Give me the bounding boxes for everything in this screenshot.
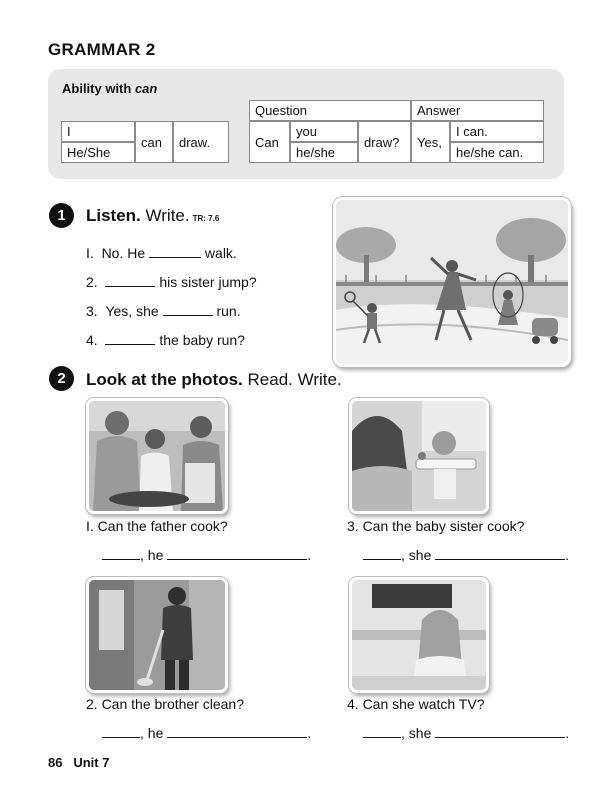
answer-header: Answer xyxy=(411,100,544,121)
answer-cell-1: I can. xyxy=(450,121,544,142)
can-cell: Can xyxy=(249,121,290,163)
question-2: 2. Can the brother clean? xyxy=(86,696,244,712)
grammar-box-title: Ability with can xyxy=(62,81,158,96)
q-subject-cell-1: you xyxy=(290,121,358,142)
photo-girl-watching-tv xyxy=(349,577,489,693)
grammar-box-title-word: can xyxy=(134,81,158,96)
question-answer-table xyxy=(249,100,544,163)
answer-line-3: , she . xyxy=(363,547,569,563)
q-action-cell: draw? xyxy=(358,121,411,163)
subject-cell-1: I xyxy=(61,121,135,142)
photo-brother-cleaning xyxy=(86,577,228,693)
statement-table xyxy=(61,121,229,163)
answer-blank[interactable] xyxy=(363,558,401,560)
yes-cell: Yes, xyxy=(411,121,450,163)
answer-blank[interactable] xyxy=(105,285,155,287)
page-number: 86 xyxy=(48,755,63,770)
section-1-title: Listen. Write. TR: 7.6 xyxy=(86,206,220,225)
verb-cell: can xyxy=(135,121,173,163)
girl-tv-icon xyxy=(352,580,486,690)
park-illustration xyxy=(333,197,571,367)
listen-item-3: 3. Yes, she run. xyxy=(86,303,241,319)
answer-blank[interactable] xyxy=(163,314,213,316)
page-heading: GRAMMAR 2 xyxy=(48,40,156,59)
unit-label: Unit 7 xyxy=(73,755,110,770)
answer-blank[interactable] xyxy=(167,736,307,738)
answer-blank[interactable] xyxy=(435,558,565,560)
section-2-title: Look at the photos. Read. Write. xyxy=(86,370,342,389)
answer-line-2: , he . xyxy=(102,725,311,741)
answer-blank[interactable] xyxy=(363,736,401,738)
track-number: TR: 7.6 xyxy=(192,214,220,223)
section-1-number: 1 xyxy=(49,203,74,228)
answer-blank[interactable] xyxy=(102,558,140,560)
vacuum-boy-icon xyxy=(89,580,225,690)
baby-highchair-icon xyxy=(352,401,486,511)
question-1: I. Can the father cook? xyxy=(86,518,228,534)
page-footer xyxy=(48,755,109,770)
section-2-number: 2 xyxy=(49,366,74,391)
listen-item-4: 4. the baby run? xyxy=(86,332,245,348)
answer-line-4: , she . xyxy=(363,725,569,741)
answer-cell-2: he/she can. xyxy=(450,142,544,163)
listen-item-2: 2. his sister jump? xyxy=(86,274,257,290)
photo-baby-sister xyxy=(349,398,489,514)
answer-line-1: , he . xyxy=(102,547,311,563)
answer-blank[interactable] xyxy=(167,558,307,560)
q-subject-cell-2: he/she xyxy=(290,142,358,163)
question-3: 3. Can the baby sister cook? xyxy=(347,518,525,534)
answer-blank[interactable] xyxy=(105,343,155,345)
action-cell: draw. xyxy=(173,121,229,163)
answer-blank[interactable] xyxy=(435,736,565,738)
subject-cell-2: He/She xyxy=(61,142,135,163)
answer-blank[interactable] xyxy=(149,256,201,258)
question-header: Question xyxy=(249,100,411,121)
answer-blank[interactable] xyxy=(102,736,140,738)
listen-item-1: I. No. He walk. xyxy=(86,245,237,261)
photo-father-cooking xyxy=(86,398,228,514)
park-scene-icon xyxy=(336,200,568,364)
cooking-family-icon xyxy=(89,401,225,511)
question-4: 4. Can she watch TV? xyxy=(347,696,485,712)
